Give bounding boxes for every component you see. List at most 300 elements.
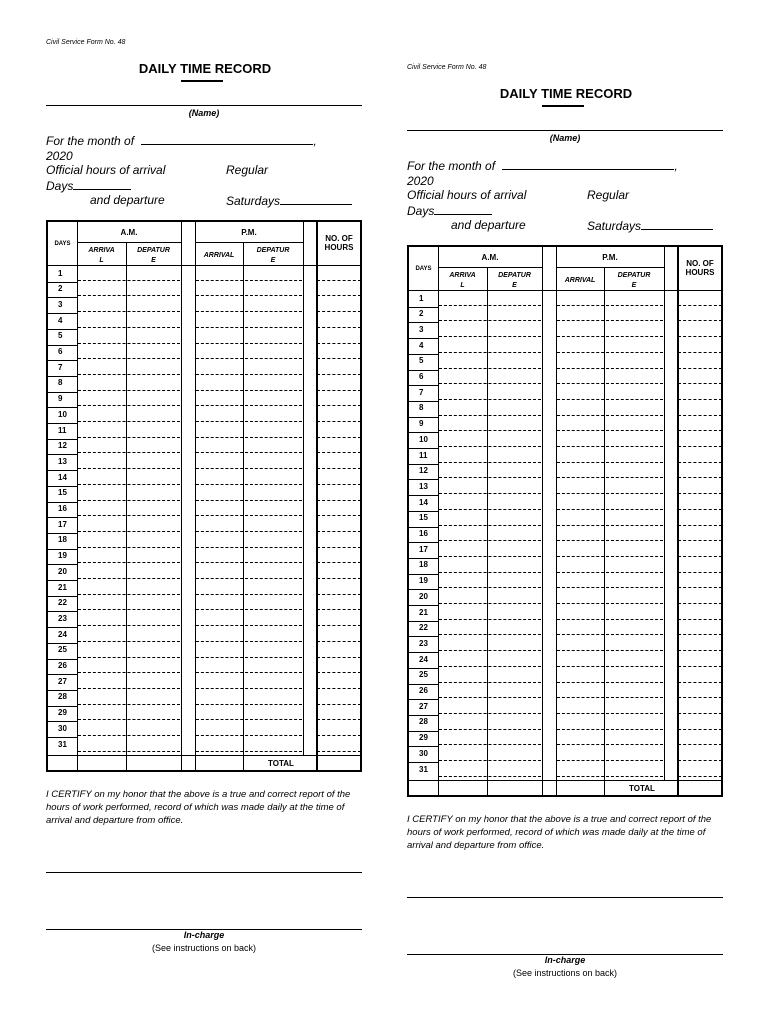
- time-entry-line[interactable]: [678, 462, 722, 463]
- time-entry-line[interactable]: [78, 578, 180, 579]
- day-row-divider: [48, 423, 77, 424]
- time-entry-line[interactable]: [557, 336, 663, 337]
- time-entry-line[interactable]: [78, 719, 180, 720]
- time-entry-line[interactable]: [678, 776, 722, 777]
- day-number: 4: [419, 340, 424, 350]
- day-number: 1: [58, 268, 63, 278]
- time-entry-line[interactable]: [557, 619, 663, 620]
- time-entry-line[interactable]: [196, 327, 302, 328]
- time-entry-line[interactable]: [439, 650, 541, 651]
- time-entry-line[interactable]: [557, 430, 663, 431]
- time-entry-line[interactable]: [196, 641, 302, 642]
- col-divider: [126, 242, 127, 770]
- month-line: For the month of ,: [46, 134, 317, 148]
- certification-text: I CERTIFY on my honor that the above is a true and correct report of the hours of work performed, record of which was made daily at the time of arrival and departure from office.: [407, 814, 712, 851]
- pm-header: P.M.: [602, 253, 618, 262]
- time-entry-line[interactable]: [196, 421, 302, 422]
- day-row-divider: [409, 605, 438, 606]
- time-entry-line[interactable]: [196, 484, 302, 485]
- saturdays-field[interactable]: [280, 193, 352, 205]
- time-entry-line[interactable]: [439, 336, 541, 337]
- day-row-divider: [48, 706, 77, 707]
- day-row-divider: [409, 401, 438, 402]
- time-entry-line[interactable]: [557, 556, 663, 557]
- time-entry-line[interactable]: [439, 603, 541, 604]
- time-entry-line[interactable]: [439, 352, 541, 353]
- time-entry-line[interactable]: [317, 343, 361, 344]
- day-number: 2: [419, 309, 424, 319]
- day-row-divider: [409, 495, 438, 496]
- time-entry-line[interactable]: [557, 446, 663, 447]
- time-entry-line[interactable]: [196, 295, 302, 296]
- time-entry-line[interactable]: [317, 452, 361, 453]
- regular-days-field[interactable]: [434, 203, 492, 215]
- time-entry-line[interactable]: [196, 562, 302, 563]
- saturdays-field[interactable]: [641, 218, 713, 230]
- time-entry-line[interactable]: [678, 666, 722, 667]
- am-departure-header: DEPATUR E: [498, 272, 531, 289]
- time-entry-line[interactable]: [317, 374, 361, 375]
- day-number: 22: [58, 598, 67, 608]
- day-number: 17: [58, 519, 67, 529]
- time-entry-line[interactable]: [78, 641, 180, 642]
- form-title: DAILY TIME RECORD: [499, 86, 633, 101]
- time-entry-line[interactable]: [678, 430, 722, 431]
- time-entry-line[interactable]: [317, 735, 361, 736]
- time-entry-line[interactable]: [78, 405, 180, 406]
- day-row-divider: [409, 432, 438, 433]
- time-entry-line[interactable]: [78, 735, 180, 736]
- day-row-divider: [48, 690, 77, 691]
- time-entry-line[interactable]: [196, 688, 302, 689]
- total-divider: [48, 755, 360, 756]
- time-entry-line[interactable]: [317, 421, 361, 422]
- time-entry-line[interactable]: [439, 383, 541, 384]
- time-entry-line[interactable]: [317, 295, 361, 296]
- time-entry-line[interactable]: [78, 327, 180, 328]
- official-hours-arrival: Official hours of arrival: [407, 188, 527, 202]
- month-field[interactable]: [141, 133, 313, 145]
- time-entry-line[interactable]: [196, 657, 302, 658]
- time-entry-line[interactable]: [557, 477, 663, 478]
- time-entry-line[interactable]: [678, 587, 722, 588]
- time-entry-line[interactable]: [317, 515, 361, 516]
- time-entry-line[interactable]: [678, 320, 722, 321]
- time-entry-line[interactable]: [678, 336, 722, 337]
- signature-line[interactable]: [46, 872, 362, 873]
- time-entry-line[interactable]: [439, 760, 541, 761]
- time-entry-line[interactable]: [439, 399, 541, 400]
- time-entry-line[interactable]: [78, 625, 180, 626]
- days-label: Days: [46, 179, 74, 193]
- time-entry-line[interactable]: [678, 352, 722, 353]
- day-number: 6: [58, 347, 63, 356]
- day-number: 25: [58, 645, 67, 655]
- time-entry-line[interactable]: [78, 468, 180, 469]
- day-number: 28: [419, 717, 428, 727]
- time-entry-line[interactable]: [317, 437, 361, 438]
- time-entry-line[interactable]: [317, 311, 361, 312]
- time-entry-line[interactable]: [78, 500, 180, 501]
- day-number: 30: [419, 748, 428, 758]
- time-entry-line[interactable]: [557, 540, 663, 541]
- day-row-divider: [409, 511, 438, 512]
- time-entry-line[interactable]: [317, 562, 361, 563]
- time-entry-line[interactable]: [678, 744, 722, 745]
- time-entry-line[interactable]: [317, 719, 361, 720]
- time-entry-line[interactable]: [317, 704, 361, 705]
- day-row-divider: [48, 533, 77, 534]
- official-hours-departure: and departure: [90, 193, 165, 207]
- time-entry-line[interactable]: [678, 619, 722, 620]
- time-entry-line[interactable]: [317, 531, 361, 532]
- day-number: 15: [419, 513, 428, 523]
- time-entry-line[interactable]: [678, 556, 722, 557]
- col-divider: [243, 242, 244, 770]
- day-number: 22: [419, 623, 428, 633]
- hours-header: NO. OF HOURS: [324, 234, 354, 252]
- time-entry-line[interactable]: [678, 305, 722, 306]
- day-row-divider: [409, 652, 438, 653]
- time-entry-line[interactable]: [557, 776, 663, 777]
- days-line: [407, 203, 492, 218]
- time-entry-line[interactable]: [317, 625, 361, 626]
- regular-days-field[interactable]: [73, 178, 131, 190]
- time-entry-line[interactable]: [439, 556, 541, 557]
- day-row-divider: [48, 360, 77, 361]
- day-row-divider: [48, 329, 77, 330]
- time-entry-line[interactable]: [78, 374, 180, 375]
- time-entry-line[interactable]: [317, 594, 361, 595]
- day-number: 2: [58, 284, 63, 294]
- time-entry-line[interactable]: [439, 493, 541, 494]
- time-entry-line[interactable]: [196, 358, 302, 359]
- time-entry-line[interactable]: [317, 751, 361, 752]
- time-entry-line[interactable]: [439, 462, 541, 463]
- time-entry-line[interactable]: [678, 509, 722, 510]
- am-divider: [77, 242, 181, 243]
- form-number: Civil Service Form No. 48: [407, 64, 487, 71]
- days-header: DAYS: [415, 266, 432, 272]
- time-entry-line[interactable]: [439, 525, 541, 526]
- time-entry-line[interactable]: [557, 462, 663, 463]
- time-entry-line[interactable]: [439, 619, 541, 620]
- time-entry-line[interactable]: [439, 320, 541, 321]
- time-entry-line[interactable]: [557, 760, 663, 761]
- time-entry-line[interactable]: [678, 415, 722, 416]
- time-entry-line[interactable]: [557, 744, 663, 745]
- time-entry-line[interactable]: [557, 572, 663, 573]
- time-entry-line[interactable]: [78, 609, 180, 610]
- day-row-divider: [48, 549, 77, 550]
- instructions-note: (See instructions on back): [512, 968, 618, 978]
- time-entry-line[interactable]: [557, 493, 663, 494]
- time-entry-line[interactable]: [317, 672, 361, 673]
- day-row-divider: [48, 564, 77, 565]
- day-number: 31: [419, 764, 428, 774]
- day-number: 23: [58, 613, 67, 623]
- time-entry-line[interactable]: [78, 311, 180, 312]
- time-entry-line[interactable]: [317, 484, 361, 485]
- time-entry-line[interactable]: [678, 713, 722, 714]
- day-row-divider: [48, 627, 77, 628]
- time-entry-line[interactable]: [196, 625, 302, 626]
- day-number: 12: [419, 466, 428, 476]
- day-row-divider: [48, 596, 77, 597]
- time-entry-line[interactable]: [557, 415, 663, 416]
- day-row-divider: [409, 621, 438, 622]
- time-entry-line[interactable]: [678, 650, 722, 651]
- time-entry-line[interactable]: [78, 280, 180, 281]
- time-entry-line[interactable]: [557, 729, 663, 730]
- time-entry-line[interactable]: [439, 430, 541, 431]
- name-label: (Name): [549, 133, 581, 143]
- day-row-divider: [48, 580, 77, 581]
- pm-header: P.M.: [241, 228, 257, 237]
- time-entry-line[interactable]: [317, 641, 361, 642]
- time-entry-line[interactable]: [78, 688, 180, 689]
- time-entry-line[interactable]: [196, 594, 302, 595]
- day-number: 29: [419, 733, 428, 743]
- time-entry-line[interactable]: [196, 735, 302, 736]
- time-entry-line[interactable]: [557, 634, 663, 635]
- time-entry-line[interactable]: [439, 415, 541, 416]
- time-entry-line[interactable]: [317, 547, 361, 548]
- day-number: 6: [419, 372, 424, 381]
- signature-line[interactable]: [407, 897, 723, 898]
- time-entry-line[interactable]: [439, 776, 541, 777]
- time-entry-line[interactable]: [557, 587, 663, 588]
- time-entry-line[interactable]: [678, 493, 722, 494]
- time-entry-line[interactable]: [78, 421, 180, 422]
- time-entry-line[interactable]: [557, 525, 663, 526]
- time-entry-line[interactable]: [557, 368, 663, 369]
- total-label: TOTAL: [268, 759, 294, 768]
- name-field[interactable]: [46, 105, 362, 106]
- time-entry-line[interactable]: [678, 368, 722, 369]
- time-entry-line[interactable]: [439, 305, 541, 306]
- time-entry-line[interactable]: [317, 327, 361, 328]
- time-entry-line[interactable]: [557, 713, 663, 714]
- time-entry-line[interactable]: [196, 452, 302, 453]
- time-entry-line[interactable]: [196, 578, 302, 579]
- day-row-divider: [48, 659, 77, 660]
- time-entry-line[interactable]: [439, 446, 541, 447]
- pm-divider: [195, 242, 303, 243]
- time-record-table: [46, 220, 362, 772]
- official-hours-departure: and departure: [451, 218, 526, 232]
- time-entry-line[interactable]: [439, 666, 541, 667]
- day-row-divider: [409, 370, 438, 371]
- time-entry-line[interactable]: [439, 682, 541, 683]
- time-entry-line[interactable]: [196, 343, 302, 344]
- time-entry-line[interactable]: [78, 515, 180, 516]
- time-entry-line[interactable]: [678, 446, 722, 447]
- time-entry-line[interactable]: [78, 594, 180, 595]
- time-entry-line[interactable]: [557, 603, 663, 604]
- time-entry-line[interactable]: [439, 477, 541, 478]
- time-entry-line[interactable]: [317, 688, 361, 689]
- day-row-divider: [48, 454, 77, 455]
- day-row-divider: [409, 542, 438, 543]
- time-entry-line[interactable]: [439, 368, 541, 369]
- day-row-divider: [409, 307, 438, 308]
- time-entry-line[interactable]: [557, 320, 663, 321]
- title-underline: [542, 105, 584, 107]
- time-entry-line[interactable]: [196, 547, 302, 548]
- col-divider: [604, 267, 605, 795]
- time-entry-line[interactable]: [557, 509, 663, 510]
- regular-label: Regular: [587, 188, 630, 202]
- time-entry-line[interactable]: [78, 343, 180, 344]
- time-entry-line[interactable]: [78, 484, 180, 485]
- am-departure-header: DEPATUR E: [137, 247, 170, 264]
- time-entry-line[interactable]: [317, 468, 361, 469]
- day-row-divider: [409, 558, 438, 559]
- time-entry-line[interactable]: [317, 280, 361, 281]
- time-entry-line[interactable]: [196, 500, 302, 501]
- time-entry-line[interactable]: [678, 760, 722, 761]
- time-entry-line[interactable]: [196, 531, 302, 532]
- time-entry-line[interactable]: [557, 682, 663, 683]
- time-entry-line[interactable]: [557, 399, 663, 400]
- day-number: 9: [419, 419, 424, 429]
- time-entry-line[interactable]: [78, 657, 180, 658]
- time-entry-line[interactable]: [557, 383, 663, 384]
- time-entry-line[interactable]: [78, 751, 180, 752]
- day-number: 10: [419, 434, 428, 444]
- year: 2020: [46, 149, 73, 163]
- time-entry-line[interactable]: [439, 697, 541, 698]
- day-row-divider: [409, 417, 438, 418]
- time-entry-line[interactable]: [678, 634, 722, 635]
- saturdays-label: Saturdays: [226, 194, 281, 208]
- time-entry-line[interactable]: [317, 500, 361, 501]
- time-entry-line[interactable]: [196, 468, 302, 469]
- day-number: 10: [58, 409, 67, 419]
- day-row-divider: [409, 322, 438, 323]
- time-entry-line[interactable]: [196, 704, 302, 705]
- time-entry-line[interactable]: [678, 399, 722, 400]
- time-entry-line[interactable]: [196, 280, 302, 281]
- day-number: 17: [419, 544, 428, 554]
- day-row-divider: [409, 699, 438, 700]
- pm-departure-header: DEPATUR E: [617, 272, 651, 289]
- time-entry-line[interactable]: [78, 452, 180, 453]
- time-entry-line[interactable]: [678, 729, 722, 730]
- time-entry-line[interactable]: [439, 540, 541, 541]
- time-entry-line[interactable]: [317, 657, 361, 658]
- saturdays-line: [587, 218, 713, 233]
- day-number: 18: [419, 560, 428, 570]
- time-entry-line[interactable]: [196, 311, 302, 312]
- month-label: For the month of: [407, 159, 496, 173]
- month-label: For the month of: [46, 134, 135, 148]
- time-entry-line[interactable]: [557, 666, 663, 667]
- time-entry-line[interactable]: [196, 374, 302, 375]
- day-number: 1: [419, 293, 424, 303]
- time-entry-line[interactable]: [439, 634, 541, 635]
- time-entry-line[interactable]: [439, 509, 541, 510]
- time-entry-line[interactable]: [439, 729, 541, 730]
- time-entry-line[interactable]: [317, 609, 361, 610]
- time-entry-line[interactable]: [196, 609, 302, 610]
- time-entry-line[interactable]: [78, 547, 180, 548]
- time-entry-line[interactable]: [439, 744, 541, 745]
- day-number: 15: [58, 488, 67, 498]
- pm-divider: [556, 267, 664, 268]
- time-entry-line[interactable]: [196, 390, 302, 391]
- month-field[interactable]: [502, 158, 674, 170]
- time-entry-line[interactable]: [78, 358, 180, 359]
- time-entry-line[interactable]: [196, 437, 302, 438]
- day-number: 11: [58, 425, 67, 435]
- time-entry-line[interactable]: [678, 477, 722, 478]
- time-entry-line[interactable]: [557, 305, 663, 306]
- time-entry-line[interactable]: [196, 405, 302, 406]
- time-entry-line[interactable]: [78, 562, 180, 563]
- time-entry-line[interactable]: [678, 603, 722, 604]
- day-row-divider: [48, 282, 77, 283]
- day-number: 29: [58, 708, 67, 718]
- time-entry-line[interactable]: [78, 295, 180, 296]
- time-entry-line[interactable]: [678, 525, 722, 526]
- days-label: Days: [407, 204, 435, 218]
- time-entry-line[interactable]: [196, 672, 302, 673]
- time-entry-line[interactable]: [78, 672, 180, 673]
- day-number: 12: [58, 441, 67, 451]
- day-number: 7: [58, 362, 63, 372]
- time-entry-line[interactable]: [196, 515, 302, 516]
- time-entry-line[interactable]: [78, 531, 180, 532]
- time-entry-line[interactable]: [557, 650, 663, 651]
- time-entry-line[interactable]: [317, 405, 361, 406]
- time-entry-line[interactable]: [78, 390, 180, 391]
- day-row-divider: [48, 376, 77, 377]
- time-entry-line[interactable]: [439, 713, 541, 714]
- time-entry-line[interactable]: [557, 352, 663, 353]
- time-entry-line[interactable]: [678, 572, 722, 573]
- total-label: TOTAL: [629, 784, 655, 793]
- time-entry-line[interactable]: [557, 697, 663, 698]
- time-entry-line[interactable]: [439, 572, 541, 573]
- day-number: 14: [58, 472, 67, 482]
- time-entry-line[interactable]: [317, 358, 361, 359]
- time-entry-line[interactable]: [317, 390, 361, 391]
- day-number: 4: [58, 315, 63, 325]
- time-entry-line[interactable]: [678, 697, 722, 698]
- time-entry-line[interactable]: [78, 704, 180, 705]
- name-field[interactable]: [407, 130, 723, 131]
- am-arrival-header: ARRIVA L: [88, 247, 115, 264]
- year: 2020: [407, 174, 434, 188]
- time-entry-line[interactable]: [196, 751, 302, 752]
- time-entry-line[interactable]: [678, 540, 722, 541]
- time-entry-line[interactable]: [196, 719, 302, 720]
- time-entry-line[interactable]: [678, 383, 722, 384]
- time-entry-line[interactable]: [678, 682, 722, 683]
- am-divider: [438, 267, 542, 268]
- time-entry-line[interactable]: [439, 587, 541, 588]
- day-number: 21: [58, 582, 67, 592]
- day-number: 8: [58, 378, 63, 388]
- time-entry-line[interactable]: [78, 437, 180, 438]
- day-row-divider: [409, 338, 438, 339]
- day-row-divider: [48, 674, 77, 675]
- time-entry-line[interactable]: [317, 578, 361, 579]
- day-row-divider: [48, 345, 77, 346]
- day-row-divider: [409, 668, 438, 669]
